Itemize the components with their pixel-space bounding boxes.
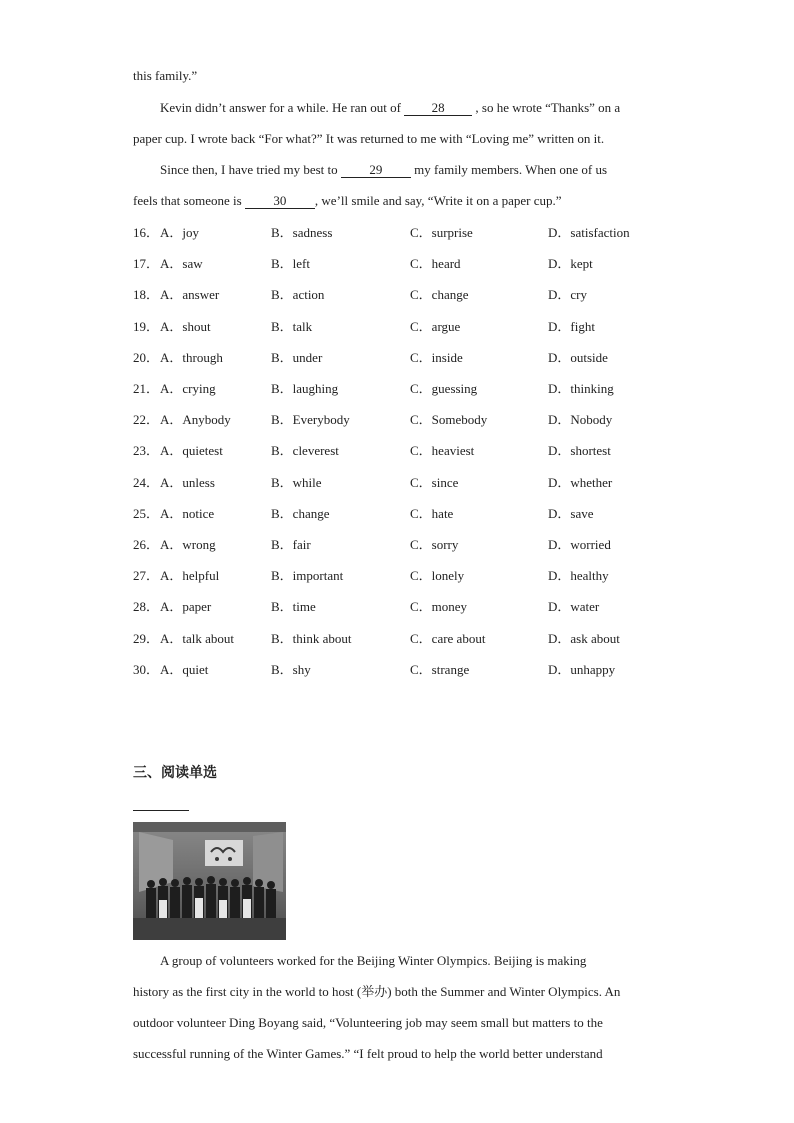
question-number: 24．	[133, 474, 160, 490]
blank-29: 29	[341, 163, 411, 178]
option-a: A．saw	[160, 256, 203, 272]
option-b: B．under	[271, 349, 323, 365]
option-d: D．water	[548, 599, 600, 615]
option-c: C．hate	[410, 505, 454, 521]
option-d: D．ask about	[548, 630, 620, 646]
option-b: B．while	[271, 474, 322, 490]
volunteers-photo	[133, 822, 286, 940]
option-c: C．lonely	[410, 568, 465, 584]
option-b: B．think about	[271, 630, 352, 646]
option-c: C．Somebody	[410, 412, 488, 428]
option-d: D．Nobody	[548, 412, 613, 428]
option-c: C．guessing	[410, 381, 478, 396]
question-number: 27．	[133, 568, 160, 584]
reading-line-4: successful running of the Winter Games.” “I felt proud to help the world better understand	[133, 1046, 603, 1061]
option-d: D．whether	[548, 474, 613, 490]
blank-28: 28	[404, 101, 472, 116]
option-a: A．paper	[160, 599, 212, 615]
option-c: C．care about	[410, 630, 486, 646]
option-b: B．change	[271, 505, 330, 521]
option-d: D．shortest	[548, 443, 611, 459]
passage-line-3: paper cup. I wrote back “For what?” It was returned to me with “Loving me” written on it.	[133, 131, 605, 146]
option-b: B．cleverest	[271, 443, 339, 459]
option-c: C．sorry	[410, 537, 459, 552]
question-number: 28．	[133, 599, 160, 615]
question-number: 29．	[133, 630, 160, 646]
option-a: A．through	[160, 349, 223, 365]
option-d: D．kept	[548, 256, 593, 272]
option-b: B．time	[271, 599, 316, 615]
option-c: C．heaviest	[410, 443, 475, 459]
passage-line-4	[160, 162, 607, 178]
option-a: A．shout	[160, 318, 211, 334]
option-d: D．outside	[548, 349, 608, 365]
divider	[133, 810, 189, 811]
passage-text: Since then, I have tried my best to	[160, 162, 341, 177]
option-a: A．helpful	[160, 568, 220, 584]
option-c: C．argue	[410, 318, 461, 334]
option-a: A．unless	[160, 474, 215, 490]
option-b: B．action	[271, 287, 325, 303]
option-a: A．answer	[160, 287, 220, 303]
section-title: 三、阅读单选	[133, 765, 217, 781]
option-d: D．worried	[548, 537, 611, 552]
question-number: 30．	[133, 661, 160, 677]
reading-line-1: A group of volunteers worked for the Beijing Winter Olympics. Beijing is making	[160, 953, 587, 968]
question-number: 22．	[133, 412, 160, 428]
passage-text: my family members. When one of us	[410, 162, 608, 177]
question-number: 21．	[133, 381, 160, 396]
reading-line-2: history as the first city in the world to host (举办) both the Summer and Winter Olympics. An	[133, 984, 621, 999]
option-d: D．save	[548, 505, 594, 521]
passage-text: , so he wrote “Thanks” on a	[472, 100, 621, 115]
passage-line-2	[160, 100, 620, 116]
blank-30: 30	[245, 194, 315, 209]
option-a: A．crying	[160, 381, 216, 396]
option-c: C．surprise	[410, 225, 473, 240]
option-b: B．shy	[271, 661, 311, 677]
option-d: D．healthy	[548, 568, 609, 584]
passage-line-1: this family.”	[133, 68, 198, 83]
passage-text: , we’ll smile and say, “Write it on a paper cup.”	[314, 193, 562, 208]
option-c: C．strange	[410, 661, 470, 677]
question-number: 23．	[133, 443, 160, 459]
question-number: 20．	[133, 349, 160, 365]
option-a: A．Anybody	[160, 412, 231, 428]
option-b: B．talk	[271, 318, 313, 334]
option-b: B．sadness	[271, 225, 333, 240]
option-c: C．change	[410, 287, 469, 303]
question-number: 26．	[133, 537, 160, 552]
question-number: 25．	[133, 505, 160, 521]
passage-text: feels that someone is	[133, 193, 245, 208]
option-d: D．unhappy	[548, 661, 616, 677]
option-a: A．quietest	[160, 443, 223, 459]
option-d: D．satisfaction	[548, 225, 630, 240]
option-c: C．heard	[410, 256, 461, 272]
option-a: A．joy	[160, 225, 200, 240]
option-c: C．money	[410, 599, 468, 615]
question-number: 17．	[133, 256, 160, 272]
reading-line-3: outdoor volunteer Ding Boyang said, “Volunteering job may seem small but matters to the	[133, 1015, 603, 1030]
option-a: A．quiet	[160, 661, 209, 677]
option-b: B．left	[271, 256, 310, 272]
passage-line-5	[133, 193, 562, 209]
option-b: B．Everybody	[271, 412, 350, 428]
question-number: 16．	[133, 225, 160, 240]
option-a: A．wrong	[160, 537, 216, 552]
option-d: D．fight	[548, 318, 595, 334]
question-number: 19．	[133, 318, 160, 334]
question-number: 18．	[133, 287, 160, 303]
option-b: B．important	[271, 568, 344, 584]
option-a: A．notice	[160, 505, 215, 521]
option-b: B．laughing	[271, 381, 339, 396]
option-d: D．thinking	[548, 381, 614, 396]
option-c: C．since	[410, 474, 459, 490]
option-d: D．cry	[548, 287, 587, 303]
option-c: C．inside	[410, 349, 463, 365]
option-a: A．talk about	[160, 630, 235, 646]
passage-text: Kevin didn’t answer for a while. He ran out of	[160, 100, 405, 115]
option-b: B．fair	[271, 537, 311, 552]
